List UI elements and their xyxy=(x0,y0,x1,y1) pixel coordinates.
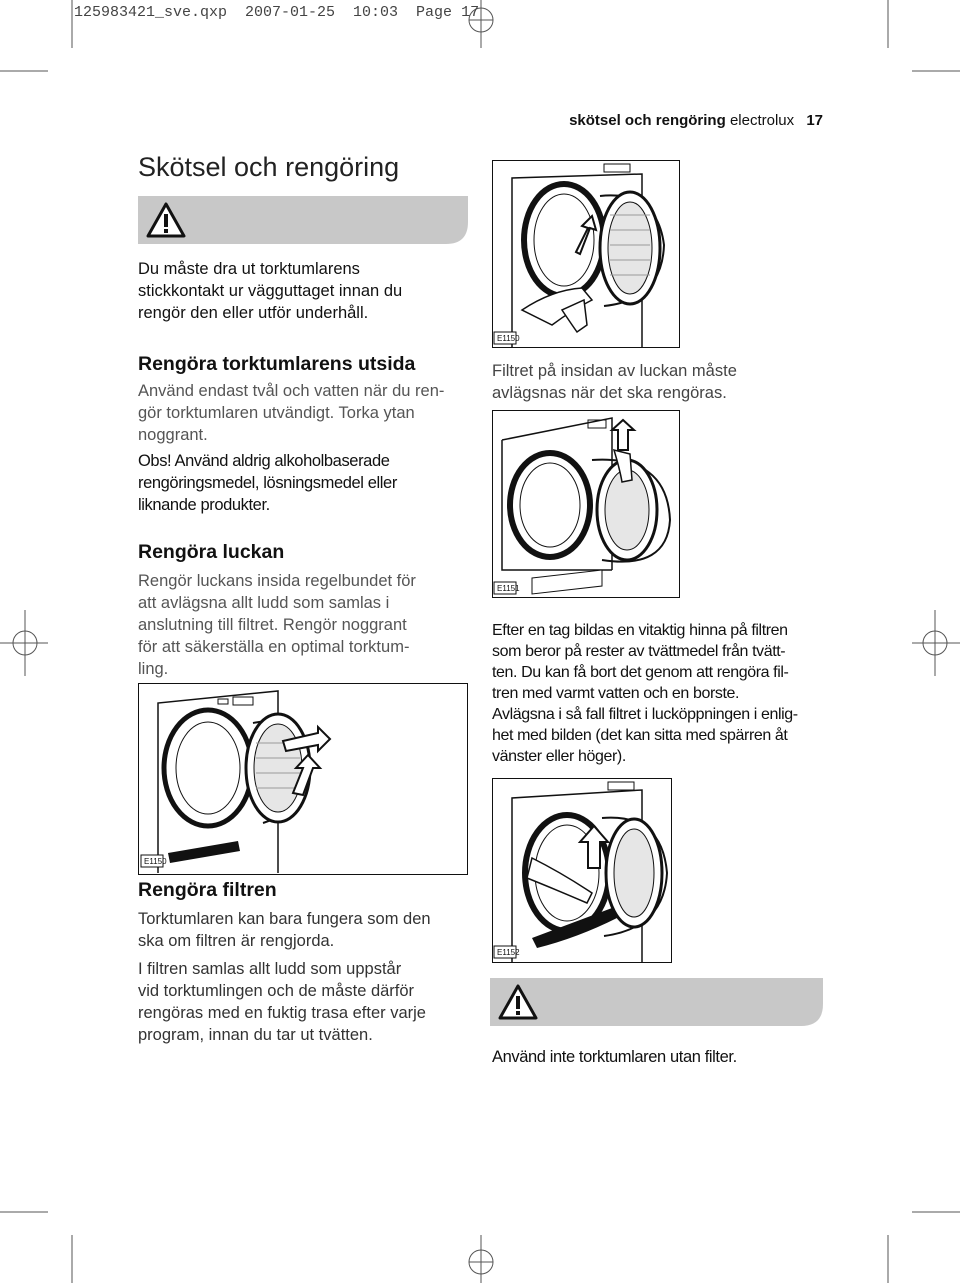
dryer-illustration xyxy=(138,683,468,875)
text-line: Rengör luckans insida regelbundet för xyxy=(138,572,416,590)
dryer-filter-opening-illustration xyxy=(492,778,672,963)
text-line: noggrant. xyxy=(138,426,208,444)
note-line: Obs! Använd aldrig alkoholbaserade xyxy=(138,452,390,470)
warning-line: rengör den eller utför underhåll. xyxy=(138,304,369,322)
text-line: Använd endast tvål och vatten när du ren- xyxy=(138,382,445,400)
warning-line: stickkontakt ur vägguttaget innan du xyxy=(138,282,403,300)
caption-line: tren med varmt vatten och en borste. xyxy=(492,685,740,702)
warning-line: Du måste dra ut torktumlarens xyxy=(138,260,360,278)
filters-text-1 xyxy=(138,908,431,952)
caption-line: Filtret på insidan av luckan måste xyxy=(492,362,737,380)
header-section: skötsel och rengöring xyxy=(569,112,726,129)
caption-remove-filter xyxy=(492,620,798,767)
dryer-remove-filter-illustration xyxy=(492,410,680,598)
figure-door-lint xyxy=(138,683,468,875)
caption-line: Efter en tag bildas en vitaktig hinna på filtren xyxy=(492,622,788,639)
figure-filter-opening xyxy=(492,778,672,963)
exterior-text xyxy=(138,380,444,446)
header-brand: electrolux xyxy=(729,112,795,129)
warning-text-top xyxy=(138,258,402,324)
caption-filter-door xyxy=(492,360,737,404)
text-line: rengöras med en fuktig trasa efter varje xyxy=(138,1004,426,1022)
text-line: ling. xyxy=(138,660,169,678)
warning-bar-top xyxy=(138,196,468,244)
figure-code: E1152 xyxy=(497,948,520,957)
figure-code: E1150 xyxy=(144,857,167,866)
door-text xyxy=(138,570,416,680)
caption-line: vänster eller höger). xyxy=(492,748,626,765)
filters-text-2 xyxy=(138,958,426,1046)
heading-exterior: Rengöra torktumlarens utsida xyxy=(138,353,416,375)
text-line: vid torktumlingen och de måste därför xyxy=(138,982,415,1000)
text-line: ska om filtren är rengjorda. xyxy=(138,932,335,950)
warning-bar-shape xyxy=(138,196,468,244)
caption-line: ten. Du kan få bort det genom att rengöra fil- xyxy=(492,664,789,681)
figure-filter-door xyxy=(492,160,680,348)
warning-bar-shape xyxy=(490,978,823,1026)
figure-remove-filter xyxy=(492,410,680,598)
warning-text-bottom: Använd inte torktumlaren utan filter. xyxy=(492,1048,737,1066)
print-slug: 125983421_sve.qxp 2007-01-25 10:03 Page 17 xyxy=(74,4,480,21)
text-line: gör torktumlaren utvändigt. Torka ytan xyxy=(138,404,415,422)
caption-line: het med bilden (det kan sitta med spärren åt xyxy=(492,727,788,744)
text-line: för att säkerställa en optimal torktum- xyxy=(138,638,410,656)
warning-icon xyxy=(498,984,538,1020)
text-line: Torktumlaren kan bara fungera som den xyxy=(138,910,431,928)
caption-line: som beror på rester av tvättmedel från tvätt- xyxy=(492,643,786,660)
caption-line: Avlägsna i så fall filtret i lucköppningen i enlig- xyxy=(492,706,798,723)
warning-bar-bottom xyxy=(490,978,823,1026)
page-number: 17 xyxy=(806,112,823,129)
note-line: rengöringsmedel, lösningsmedel eller xyxy=(138,474,397,492)
text-line: I filtren samlas allt ludd som uppstår xyxy=(138,960,402,978)
figure-code: E1151 xyxy=(497,584,520,593)
warning-icon xyxy=(146,202,186,238)
text-line: anslutning till filtret. Rengör noggrant xyxy=(138,616,407,634)
page-title: Skötsel och rengöring xyxy=(138,152,400,182)
exterior-note xyxy=(138,450,397,516)
heading-filters: Rengöra filtren xyxy=(138,879,277,901)
figure-code: E1150 xyxy=(497,334,520,343)
note-line: liknande produkter. xyxy=(138,496,270,514)
caption-line: avlägsnas när det ska rengöras. xyxy=(492,384,727,402)
running-header xyxy=(569,112,823,129)
text-line: att avlägsna allt ludd som samlas i xyxy=(138,594,390,612)
text-line: program, innan du tar ut tvätten. xyxy=(138,1026,373,1044)
dryer-filter-illustration xyxy=(492,160,680,348)
heading-door: Rengöra luckan xyxy=(138,541,285,563)
